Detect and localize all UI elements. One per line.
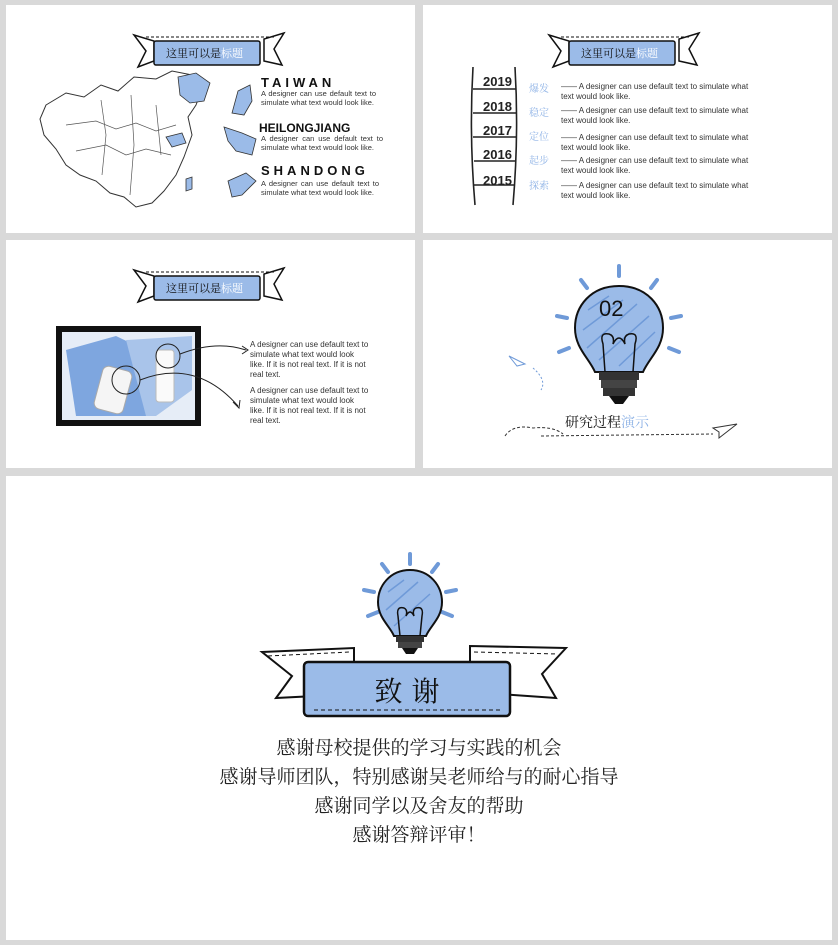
section-number: 02 — [599, 296, 624, 321]
timeline-tag: 爆发 — [529, 84, 549, 95]
china-map-graphic — [6, 5, 415, 233]
timeline-tag: 定位 — [529, 132, 549, 143]
timeline-year: 2017 — [483, 123, 512, 138]
thanks-line: 感谢同学以及舍友的帮助 — [314, 795, 524, 817]
slide-section-02[interactable] — [423, 240, 832, 468]
timeline-desc: —— A designer can use default text to simulate what text would look like. — [561, 133, 749, 152]
region-name-taiwan: TAIWAN — [261, 75, 336, 90]
slide-map-regions[interactable] — [6, 5, 415, 233]
lightbulb-icon — [423, 240, 832, 468]
ribbon-title: 这里可以是标题 — [581, 47, 658, 60]
timeline-tag: 稳定 — [529, 108, 549, 119]
thanks-banner-title: 致 谢 — [374, 675, 440, 708]
region-name-heilongjiang: HEILONGJIANG — [259, 121, 351, 135]
timeline-tag: 探索 — [529, 181, 549, 192]
timeline-year: 2018 — [483, 99, 512, 114]
timeline-desc: —— A designer can use default text to simulate what text would look like. — [561, 106, 749, 125]
slide-thanks[interactable] — [6, 476, 832, 940]
timeline-desc: —— A designer can use default text to simulate what text would look like. — [561, 181, 749, 200]
slide-timeline[interactable] — [423, 5, 832, 233]
ribbon-title: 这里可以是标题 — [166, 282, 243, 295]
photo-paragraph: A designer can use default text to simulate what text would look like. If it is not real text. If it is not real text. — [250, 386, 369, 425]
region-desc-taiwan: A designer can use default text to simulate what text would look like. — [261, 89, 376, 107]
slide-photo[interactable] — [6, 240, 415, 468]
section-caption: 研究过程演示 — [565, 415, 649, 431]
region-name-shandong: SHANDONG — [261, 163, 369, 178]
timeline-desc: —— A designer can use default text to simulate what text would look like. — [561, 82, 749, 101]
thanks-line: 感谢答辩评审！ — [352, 824, 486, 846]
timeline-year: 2019 — [483, 74, 512, 89]
thanks-line: 感谢导师团队，特别感谢吴老师给与的耐心指导 — [219, 766, 619, 788]
ribbon-title: 这里可以是标题 — [166, 47, 243, 60]
photo-paragraph: A designer can use default text to simulate what text would look like. If it is not real text. If it is not real text. — [250, 340, 369, 379]
thanks-line: 感谢母校提供的学习与实践的机会 — [276, 737, 562, 759]
timeline-desc: —— A designer can use default text to simulate what text would look like. — [561, 156, 749, 175]
timeline-year: 2016 — [483, 147, 512, 162]
timeline-year: 2015 — [483, 173, 512, 188]
region-desc-shandong: A designer can use default text to simulate what text would look like. — [261, 179, 379, 197]
timeline-tag: 起步 — [529, 156, 549, 167]
region-desc-heilongjiang: A designer can use default text to simulate what text would look like. — [261, 134, 383, 152]
